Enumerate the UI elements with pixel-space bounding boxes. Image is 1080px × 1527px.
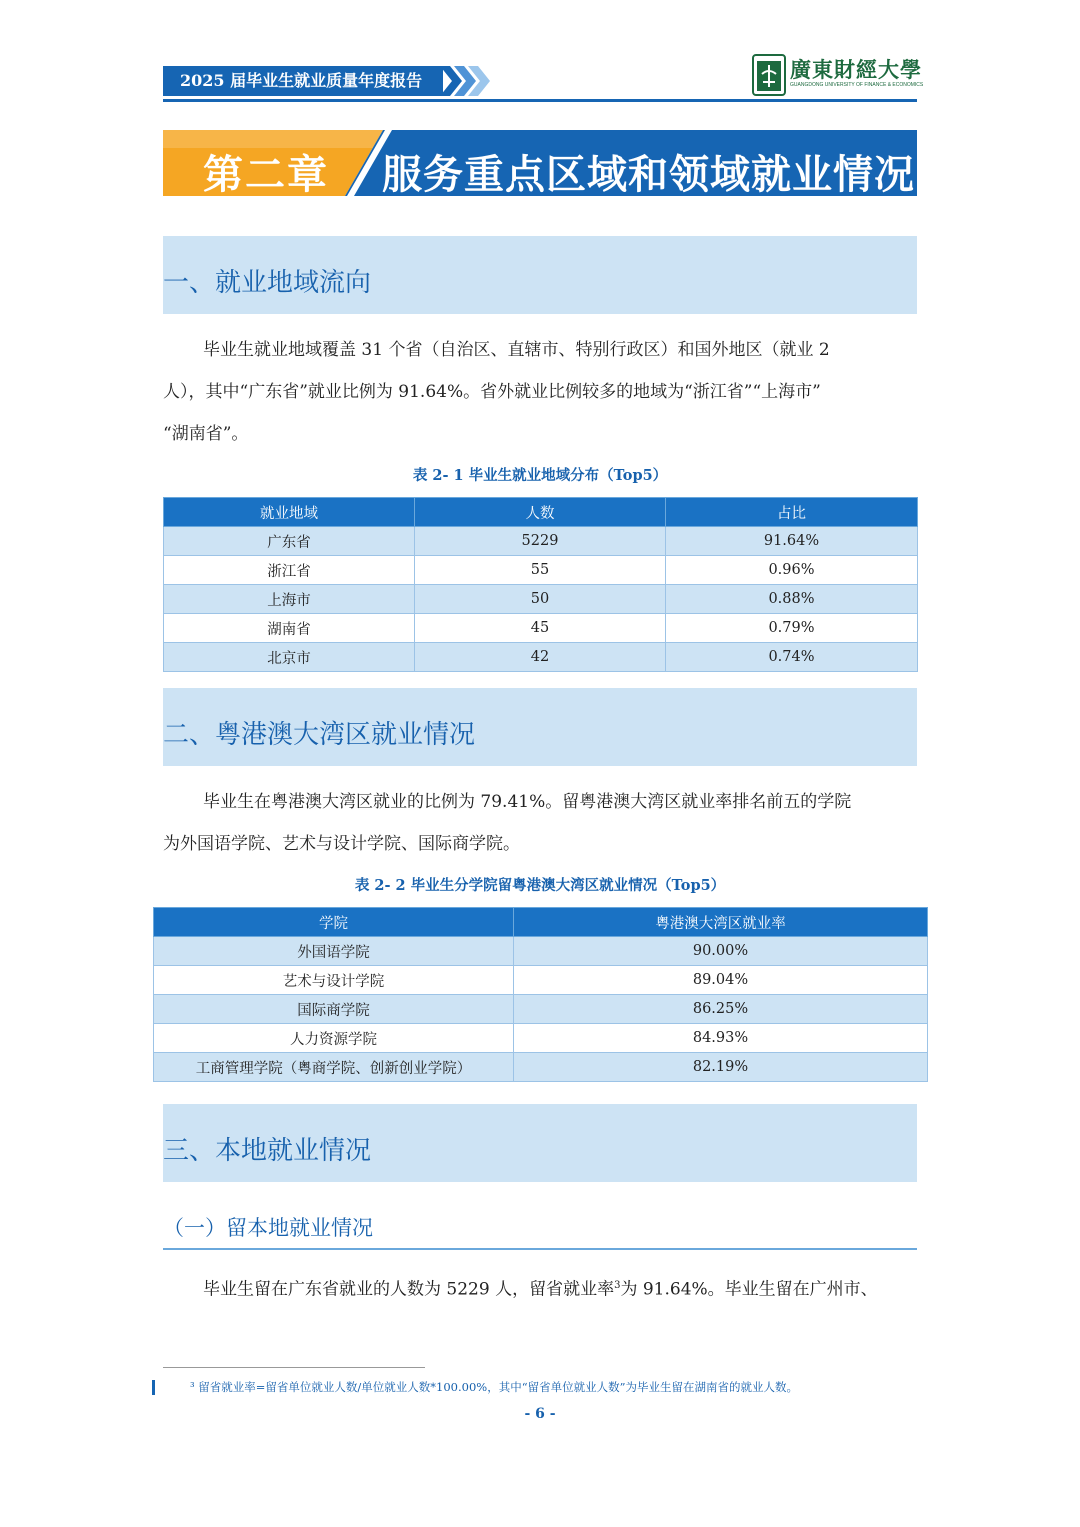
- table-cell: 国际商学院: [154, 995, 514, 1024]
- table-caption-1: 表 2- 1 毕业生就业地域分布（Top5）: [412, 467, 668, 484]
- report-title: 2025 届毕业生就业质量年度报告: [180, 71, 423, 90]
- table-cell: 82.19%: [514, 1053, 928, 1082]
- table-cell: 北京市: [164, 643, 415, 672]
- column-header: 学院: [154, 908, 514, 937]
- table-cell: 工商管理学院（粤商学院、创新创业学院）: [154, 1053, 514, 1082]
- paragraph-line: 毕业生就业地域覆盖 31 个省（自治区、直辖市、特别行政区）和国外地区（就业 2: [203, 340, 830, 360]
- table-cell: 42: [415, 643, 666, 672]
- paragraph-line: [203, 1274, 878, 1302]
- table-row: [164, 556, 918, 585]
- table-cell: 浙江省: [164, 556, 415, 585]
- subsection-rule: [163, 1248, 917, 1250]
- table-cell: 50: [415, 585, 666, 614]
- table-caption-2: 表 2- 2 毕业生分学院留粤港澳大湾区就业情况（Top5）: [354, 877, 726, 894]
- logo-name: 廣東財經大學: [790, 57, 922, 82]
- table-row: [164, 643, 918, 672]
- table-cell: 艺术与设计学院: [154, 966, 514, 995]
- table-cell: 0.74%: [666, 643, 918, 672]
- table-cell: 0.96%: [666, 556, 918, 585]
- table-cell: 上海市: [164, 585, 415, 614]
- paragraph-line: “湖南省”。: [163, 424, 249, 444]
- table-cell: 0.88%: [666, 585, 918, 614]
- table-row: [164, 527, 918, 556]
- chapter-title: 服务重点区域和领域就业情况: [382, 152, 915, 198]
- paragraph-line: 人），其中“广东省”就业比例为 91.64%。省外就业比例较多的地域为“浙江省”“上海市”: [163, 382, 821, 402]
- table-cell: 外国语学院: [154, 937, 514, 966]
- table-row: [164, 614, 918, 643]
- subsection-title: （一）留本地就业情况: [163, 1216, 373, 1240]
- table-cell: 89.04%: [514, 966, 928, 995]
- footnote-rule: [163, 1367, 425, 1368]
- table-cell: 广东省: [164, 527, 415, 556]
- column-header: 占比: [666, 498, 918, 527]
- paragraph-line: 毕业生在粤港澳大湾区就业的比例为 79.41%。留粤港澳大湾区就业率排名前五的学院: [203, 792, 852, 812]
- column-header: 人数: [415, 498, 666, 527]
- table-row: [154, 1024, 928, 1053]
- table-cell: 人力资源学院: [154, 1024, 514, 1053]
- page-number: - 6 -: [524, 1406, 556, 1422]
- table-cell: 90.00%: [514, 937, 928, 966]
- table-row: [154, 995, 928, 1024]
- logo-subtitle: GUANGDONG UNIVERSITY OF FINANCE & ECONOMICS: [790, 82, 924, 88]
- paragraph-line: 为外国语学院、艺术与设计学院、国际商学院。: [163, 834, 520, 854]
- table-cell: 湖南省: [164, 614, 415, 643]
- section-title-1: 一、就业地域流向: [163, 268, 372, 298]
- footnote-ref[interactable]: 3: [614, 1280, 621, 1291]
- table-cell: 0.79%: [666, 614, 918, 643]
- paragraph-text: 为 91.64%。毕业生留在广州市、: [620, 1279, 878, 1300]
- footnote-text: ³ 留省就业率=留省单位就业人数/单位就业人数*100.00%，其中“留省单位就业人数”为毕业生留在湖南省的就业人数。: [190, 1380, 798, 1394]
- table-row: [164, 585, 918, 614]
- table-cell: 45: [415, 614, 666, 643]
- paragraph-text: 毕业生留在广东省就业的人数为 5229 人，留省就业率: [203, 1279, 615, 1300]
- table-row: [154, 1053, 928, 1082]
- chevron-right-icon: [440, 66, 490, 96]
- header-rule: [163, 99, 917, 102]
- table-row: [154, 937, 928, 966]
- footnote-marker: [152, 1380, 155, 1395]
- table-cell: 5229: [415, 527, 666, 556]
- region-distribution-table: [163, 497, 918, 672]
- table-cell: 91.64%: [666, 527, 918, 556]
- table-cell: 84.93%: [514, 1024, 928, 1053]
- table-row: [154, 966, 928, 995]
- table-cell: 55: [415, 556, 666, 585]
- column-header: 粤港澳大湾区就业率: [514, 908, 928, 937]
- chapter-number: 第二章: [203, 152, 329, 198]
- table-cell: 86.25%: [514, 995, 928, 1024]
- section-title-2: 二、粤港澳大湾区就业情况: [163, 720, 476, 750]
- column-header: 就业地域: [164, 498, 415, 527]
- college-greater-bay-table: [153, 907, 928, 1082]
- section-title-3: 三、本地就业情况: [163, 1136, 372, 1166]
